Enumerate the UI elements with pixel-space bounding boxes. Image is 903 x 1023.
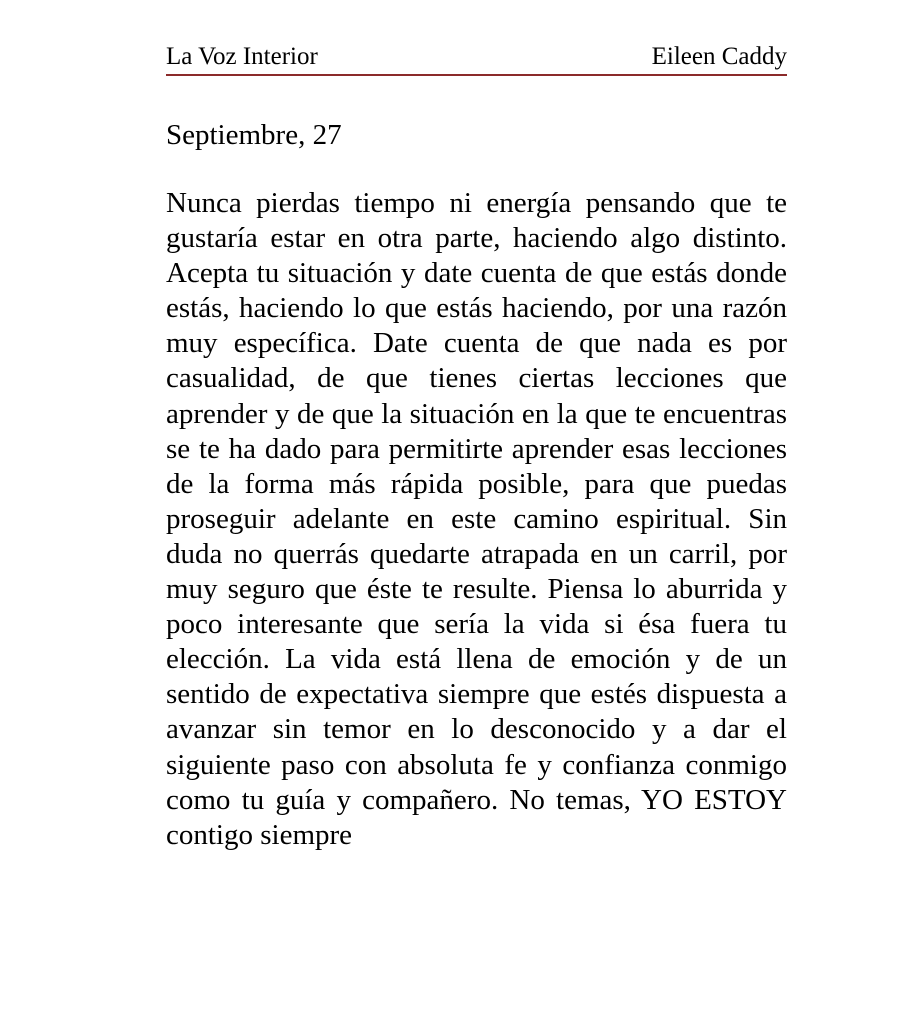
entry-date: Septiembre, 27: [166, 119, 342, 151]
entry-text: Nunca pierdas tiempo ni energía pensando que te gustaría estar en otra parte, haciendo algo distinto. Acepta tu situación y date cuenta de que estás donde estás, haciendo lo que estás haciendo, por una razón muy específica. Date cuenta de que nada es por casualidad, de que tienes ciertas lecciones que aprender y de que la situación en la que te encuentras se te ha dado para permitirte aprender esas lecciones de la forma más rápida posible, para que puedas proseguir adelante en este camino espiritual. Sin duda no querrás quedarte atrapada en un carril, por muy seguro que éste te resulte. Piensa lo aburrida y poco interesante que sería la vida si ésa fuera tu elección. La vida está llena de emoción y de un sentido de expectativa siempre que estés dispuesta a avanzar sin temor en lo desconocido y a dar el siguiente paso con absoluta fe y confianza conmigo como tu guía y compañero. No temas, YO ESTOY contigo siempre: [166, 187, 787, 851]
book-title: La Voz Interior: [166, 43, 318, 70]
running-header: [166, 40, 787, 76]
page: [166, 40, 787, 882]
author-name: Eileen Caddy: [651, 43, 787, 70]
